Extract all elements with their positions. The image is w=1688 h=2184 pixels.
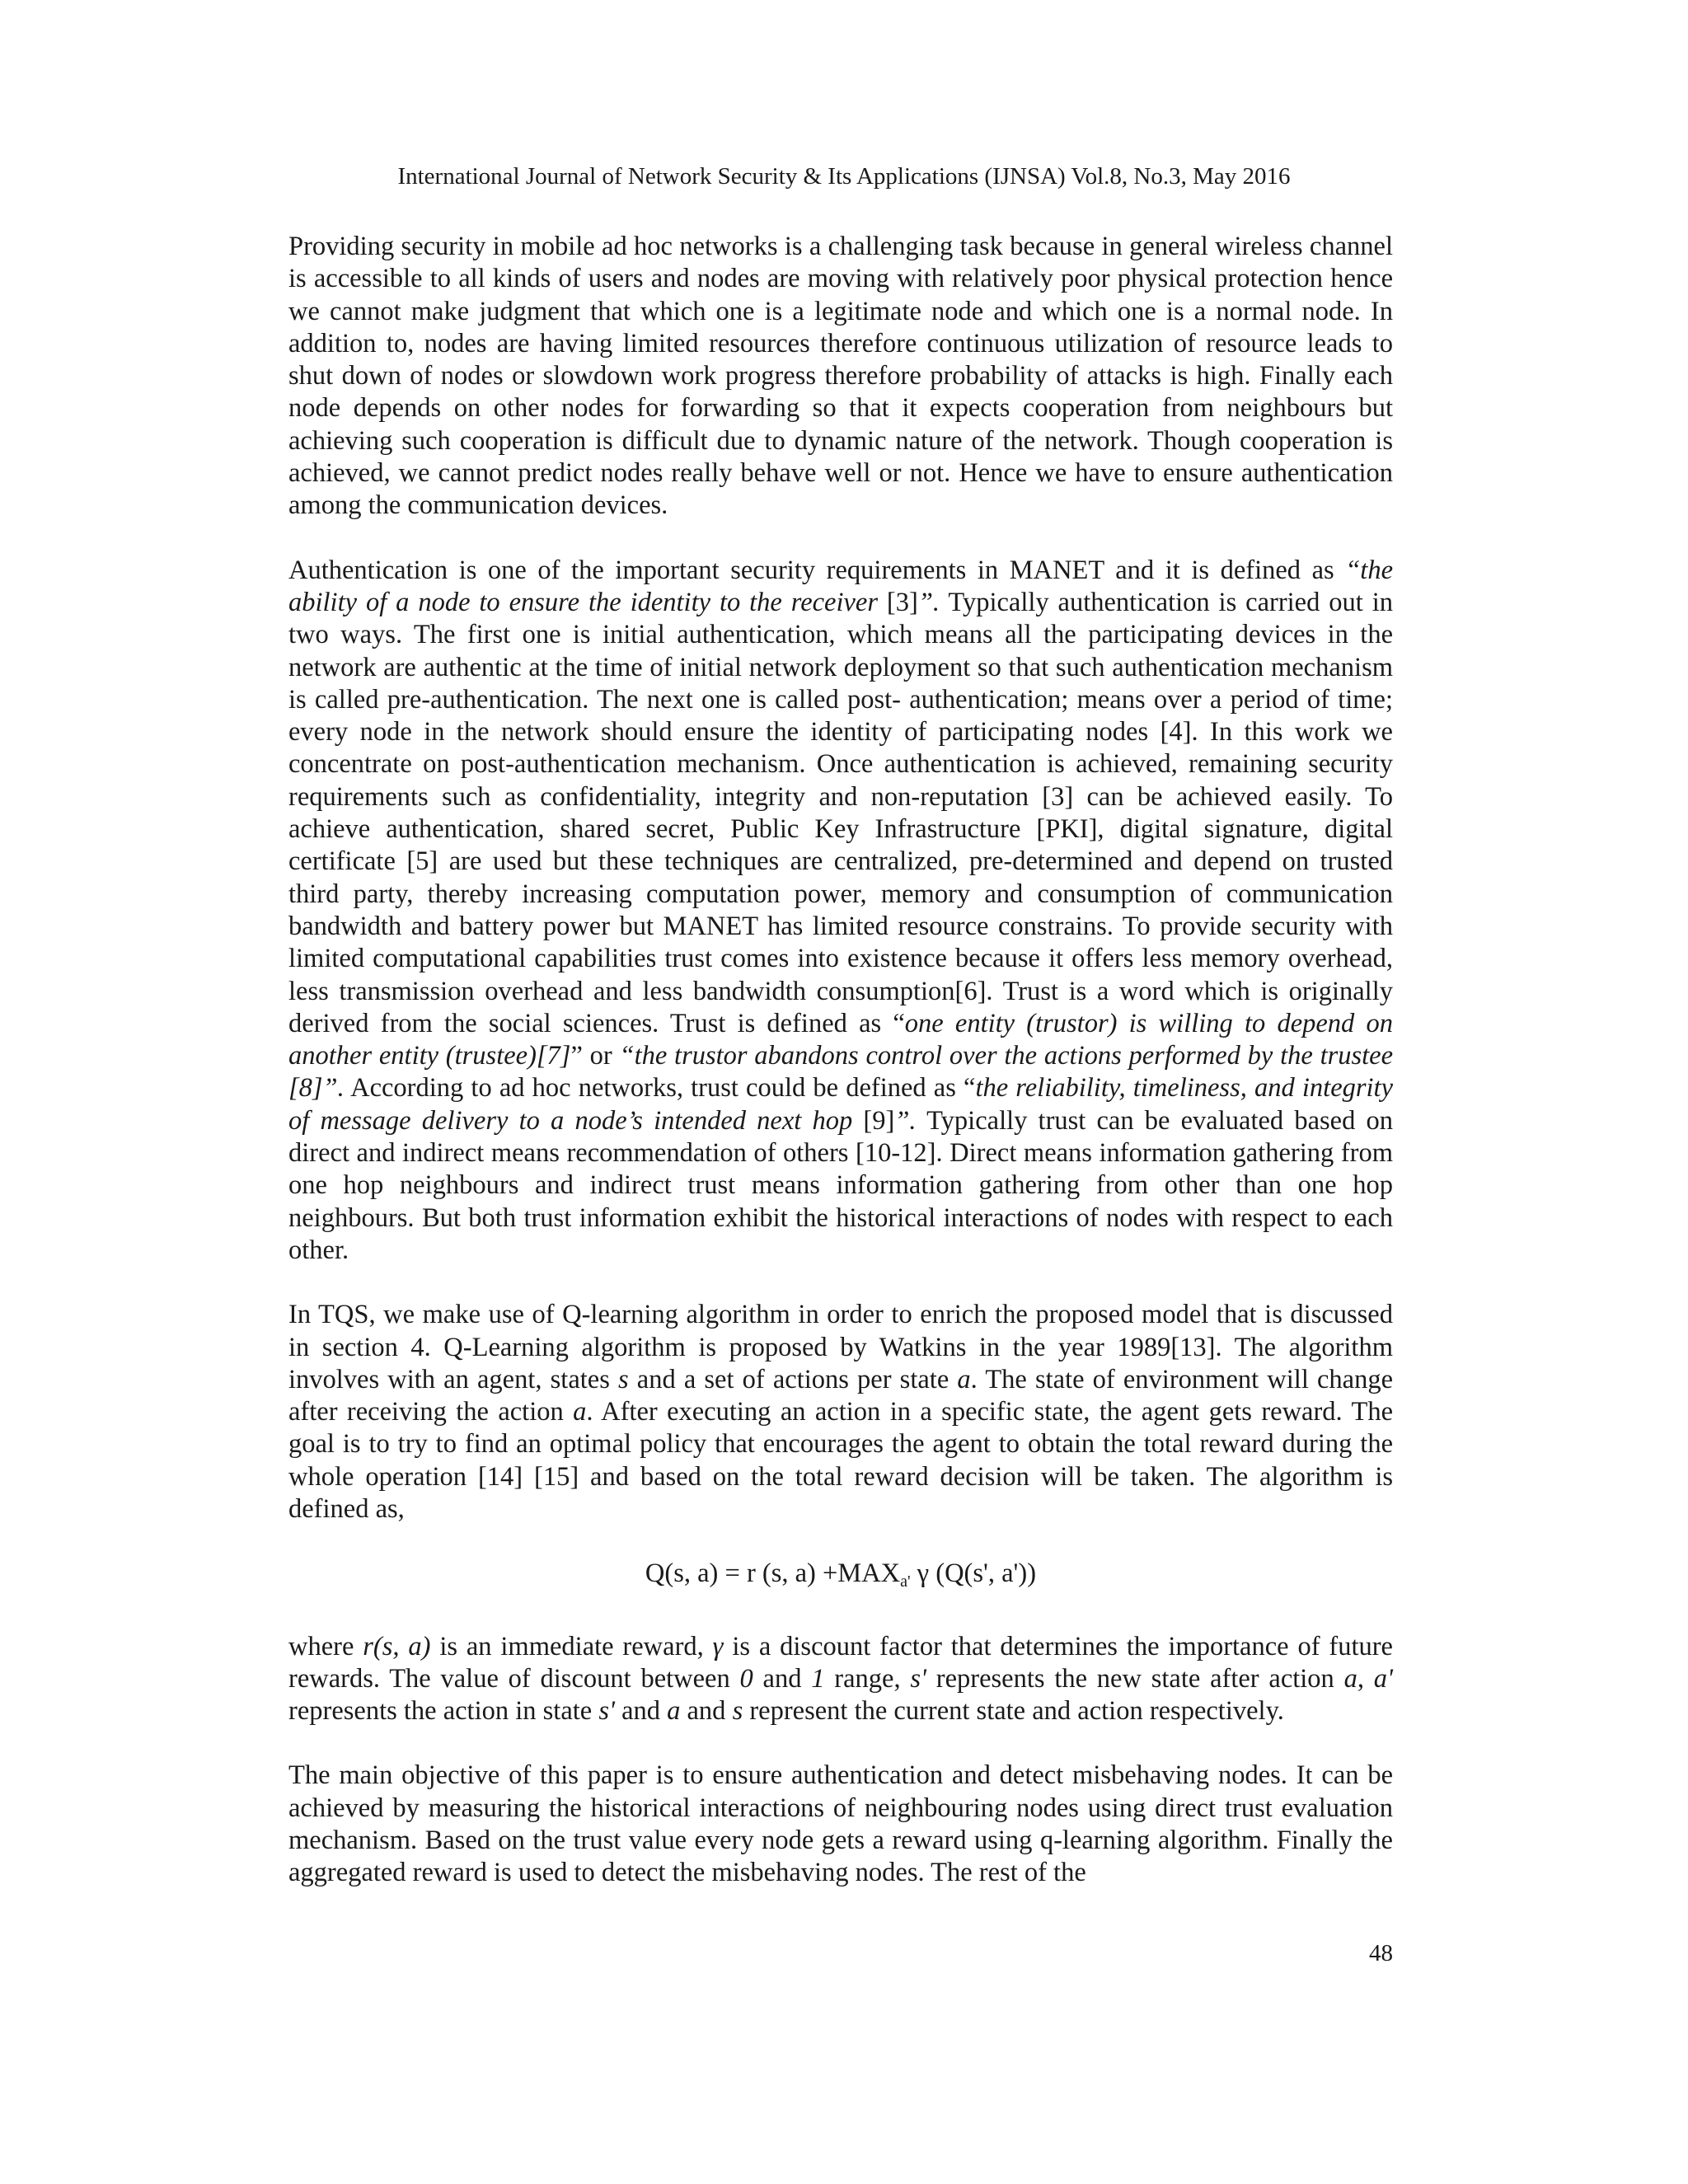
paragraph-2: Authentication is one of the important security requirements in MANET and it is defined as “the ability of a node to ensure the identity to the receiver [3]”. Typically authentication is carried out in two ways. The first one is initial authentication, which means all the participating devices in the network are authentic at the time of initial network deployment so that such authentication mechanism is called pre-authentication. The next one is called post- authentication; means over a period of time; every node in the network should ensure the identity of participating nodes [4]. In this work we concentrate on post-authentication mechanism. Once authentication is achieved, remaining security requirements such as confidentiality, integrity and non-reputation [3] can be achieved easily. To achieve authentication, shared secret, Public Key Infrastructure [PKI], digital signature, digital certificate [5] are used but these techniques are centralized, pre-determined and depend on trusted third party, thereby increasing computation power, memory and consumption of communication bandwidth and battery power but MANET has limited resource constrains. To provide security with limited computational capabilities trust comes into existence because it offers less memory overhead, less transmission overhead and less bandwidth consumption[6]. Trust is a word which is originally derived from the social sciences. Trust is defined as “one entity (trustor) is willing to depend on another entity (trustee)[7]” or “the trustor abandons control over the actions performed by the trustee [8]”. According to ad hoc networks, trust could be defined as “the reliability, timeliness, and integrity of message delivery to a node’s intended next hop [9]”. Typically trust can be evaluated based on direct and indirect means recommendation of others [10-12]. Direct means information gathering from one hop neighbours and indirect trust means information gathering from other than one hop neighbours. But both trust information exhibit the historical interactions of nodes with respect to each other. — [288, 555, 1394, 1265]
paragraph-3: In TQS, we make use of Q-learning algorithm in order to enrich the proposed model that is discussed in section 4. Q-Learning algorithm is proposed by Watkins in the year 1989[13]. The algorithm involves with an agent, states s and a set of actions per state a. The state of environment will change after receiving the action a. After executing an action in a specific state, the agent gets reward. The goal is to try to find an optimal policy that encourages the agent to obtain the total reward during the whole operation [14] [15] and based on the total reward decision will be taken. The algorithm is defined as, — [288, 1300, 1394, 1524]
journal-header: International Journal of Network Security & Its Applications (IJNSA) Vol.8, No.3, May 2016 — [397, 163, 1291, 190]
paragraph-4: where r(s, a) is an immediate reward, γ is a discount factor that determines the importance of future rewards. The value of discount between 0 and 1 range, s' represents the new state after action a, a' represents the action in state s' and a and s represent the current state and action respectively. — [288, 1631, 1393, 1727]
paragraph-5: The main objective of this paper is to ensure authentication and detect misbehaving nodes. It can be achieved by measuring the historical interactions of neighbouring nodes using direct trust evaluation mechanism. Based on the trust value every node gets a reward using q-learning algorithm. Finally the aggregated reward is used to detect the misbehaving nodes. The rest of the — [288, 1760, 1393, 1888]
page-number: 48 — [1369, 1940, 1393, 1966]
main-content — [288, 231, 1393, 1890]
paragraph-1: Providing security in mobile ad hoc networks is a challenging task because in general wireless channel is accessible to all kinds of users and nodes are moving with relatively poor physical protection hence we cannot make judgment that which one is a legitimate node and which one is a normal node. In addition to, nodes are having limited resources therefore continuous utilization of resource leads to shut down of nodes or slowdown work progress therefore probability of attacks is high. Finally each node depends on other nodes for forwarding so that it expects cooperation from neighbours but achieving such cooperation is difficult due to dynamic nature of the network. Though cooperation is achieved, we cannot predict nodes really behave well or not. Hence we have to ensure authentication among the communication devices. — [288, 232, 1393, 521]
q-learning-equation: Q(s, a) = r (s, $a) +MAX_{a'}$ γ (Q(s', a')) — [645, 1558, 1037, 1591]
